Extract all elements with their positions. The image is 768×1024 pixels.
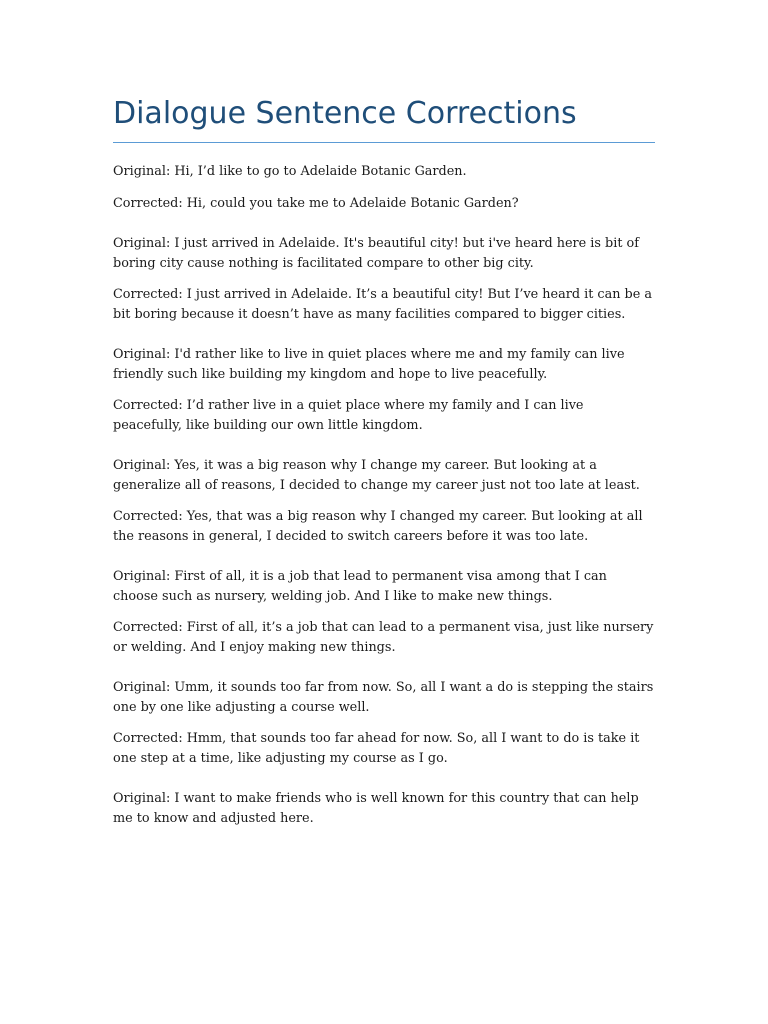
corrected-sentence: Corrected: First of all, it’s a job that can lead to a permanent visa, just like nursery or welding. And I enjoy making new things. [113,620,654,655]
correction-entry-4 [113,456,655,546]
original-sentence: Original: I want to make friends who is well known for this country that can help me to know and adjusted here. [113,791,639,826]
original-sentence: Original: Umm, it sounds too far from now. So, all I want a do is stepping the stairs one by one like adjusting a course well. [113,680,654,715]
original-sentence: Original: I just arrived in Adelaide. It's beautiful city! but i've heard here is bit of boring city cause nothing is facilitated compare to other big city. [113,236,639,271]
original-sentence: Original: Yes, it was a big reason why I change my career. But looking at a generalize all of reasons, I decided to change my career just not too late at least. [113,458,640,493]
original-sentence: Original: I'd rather like to live in quiet places where me and my family can live friendly such like building my kingdom and hope to live peacefully. [113,347,625,382]
corrected-sentence: Corrected: Hmm, that sounds too far ahead for now. So, all I want to do is take it one step at a time, like adjusting my course as I go. [113,731,640,766]
correction-entry-7 [113,789,655,828]
correction-entry-2 [113,234,655,324]
document-title: Dialogue Sentence Corrections [113,94,655,143]
correction-entry-6 [113,678,655,768]
original-sentence: Original: Hi, I’d like to go to Adelaide Botanic Garden. [113,164,467,179]
correction-list [113,162,655,828]
correction-entry-3 [113,345,655,435]
correction-entry-5 [113,567,655,657]
correction-entry-1 [113,162,655,213]
corrected-sentence: Corrected: I’d rather live in a quiet place where my family and I can live peacefully, like building our own little kingdom. [113,398,584,433]
corrected-sentence: Corrected: I just arrived in Adelaide. It’s a beautiful city! But I’ve heard it can be a bit boring because it doesn’t have as many facilities compared to bigger cities. [113,287,653,322]
corrected-sentence: Corrected: Yes, that was a big reason why I changed my career. But looking at all the reasons in general, I decided to switch careers before it was too late. [113,509,643,544]
corrected-sentence: Corrected: Hi, could you take me to Adelaide Botanic Garden? [113,195,519,211]
original-sentence: Original: First of all, it is a job that lead to permanent visa among that I can choose such as nursery, welding job. And I like to make new things. [113,569,607,604]
